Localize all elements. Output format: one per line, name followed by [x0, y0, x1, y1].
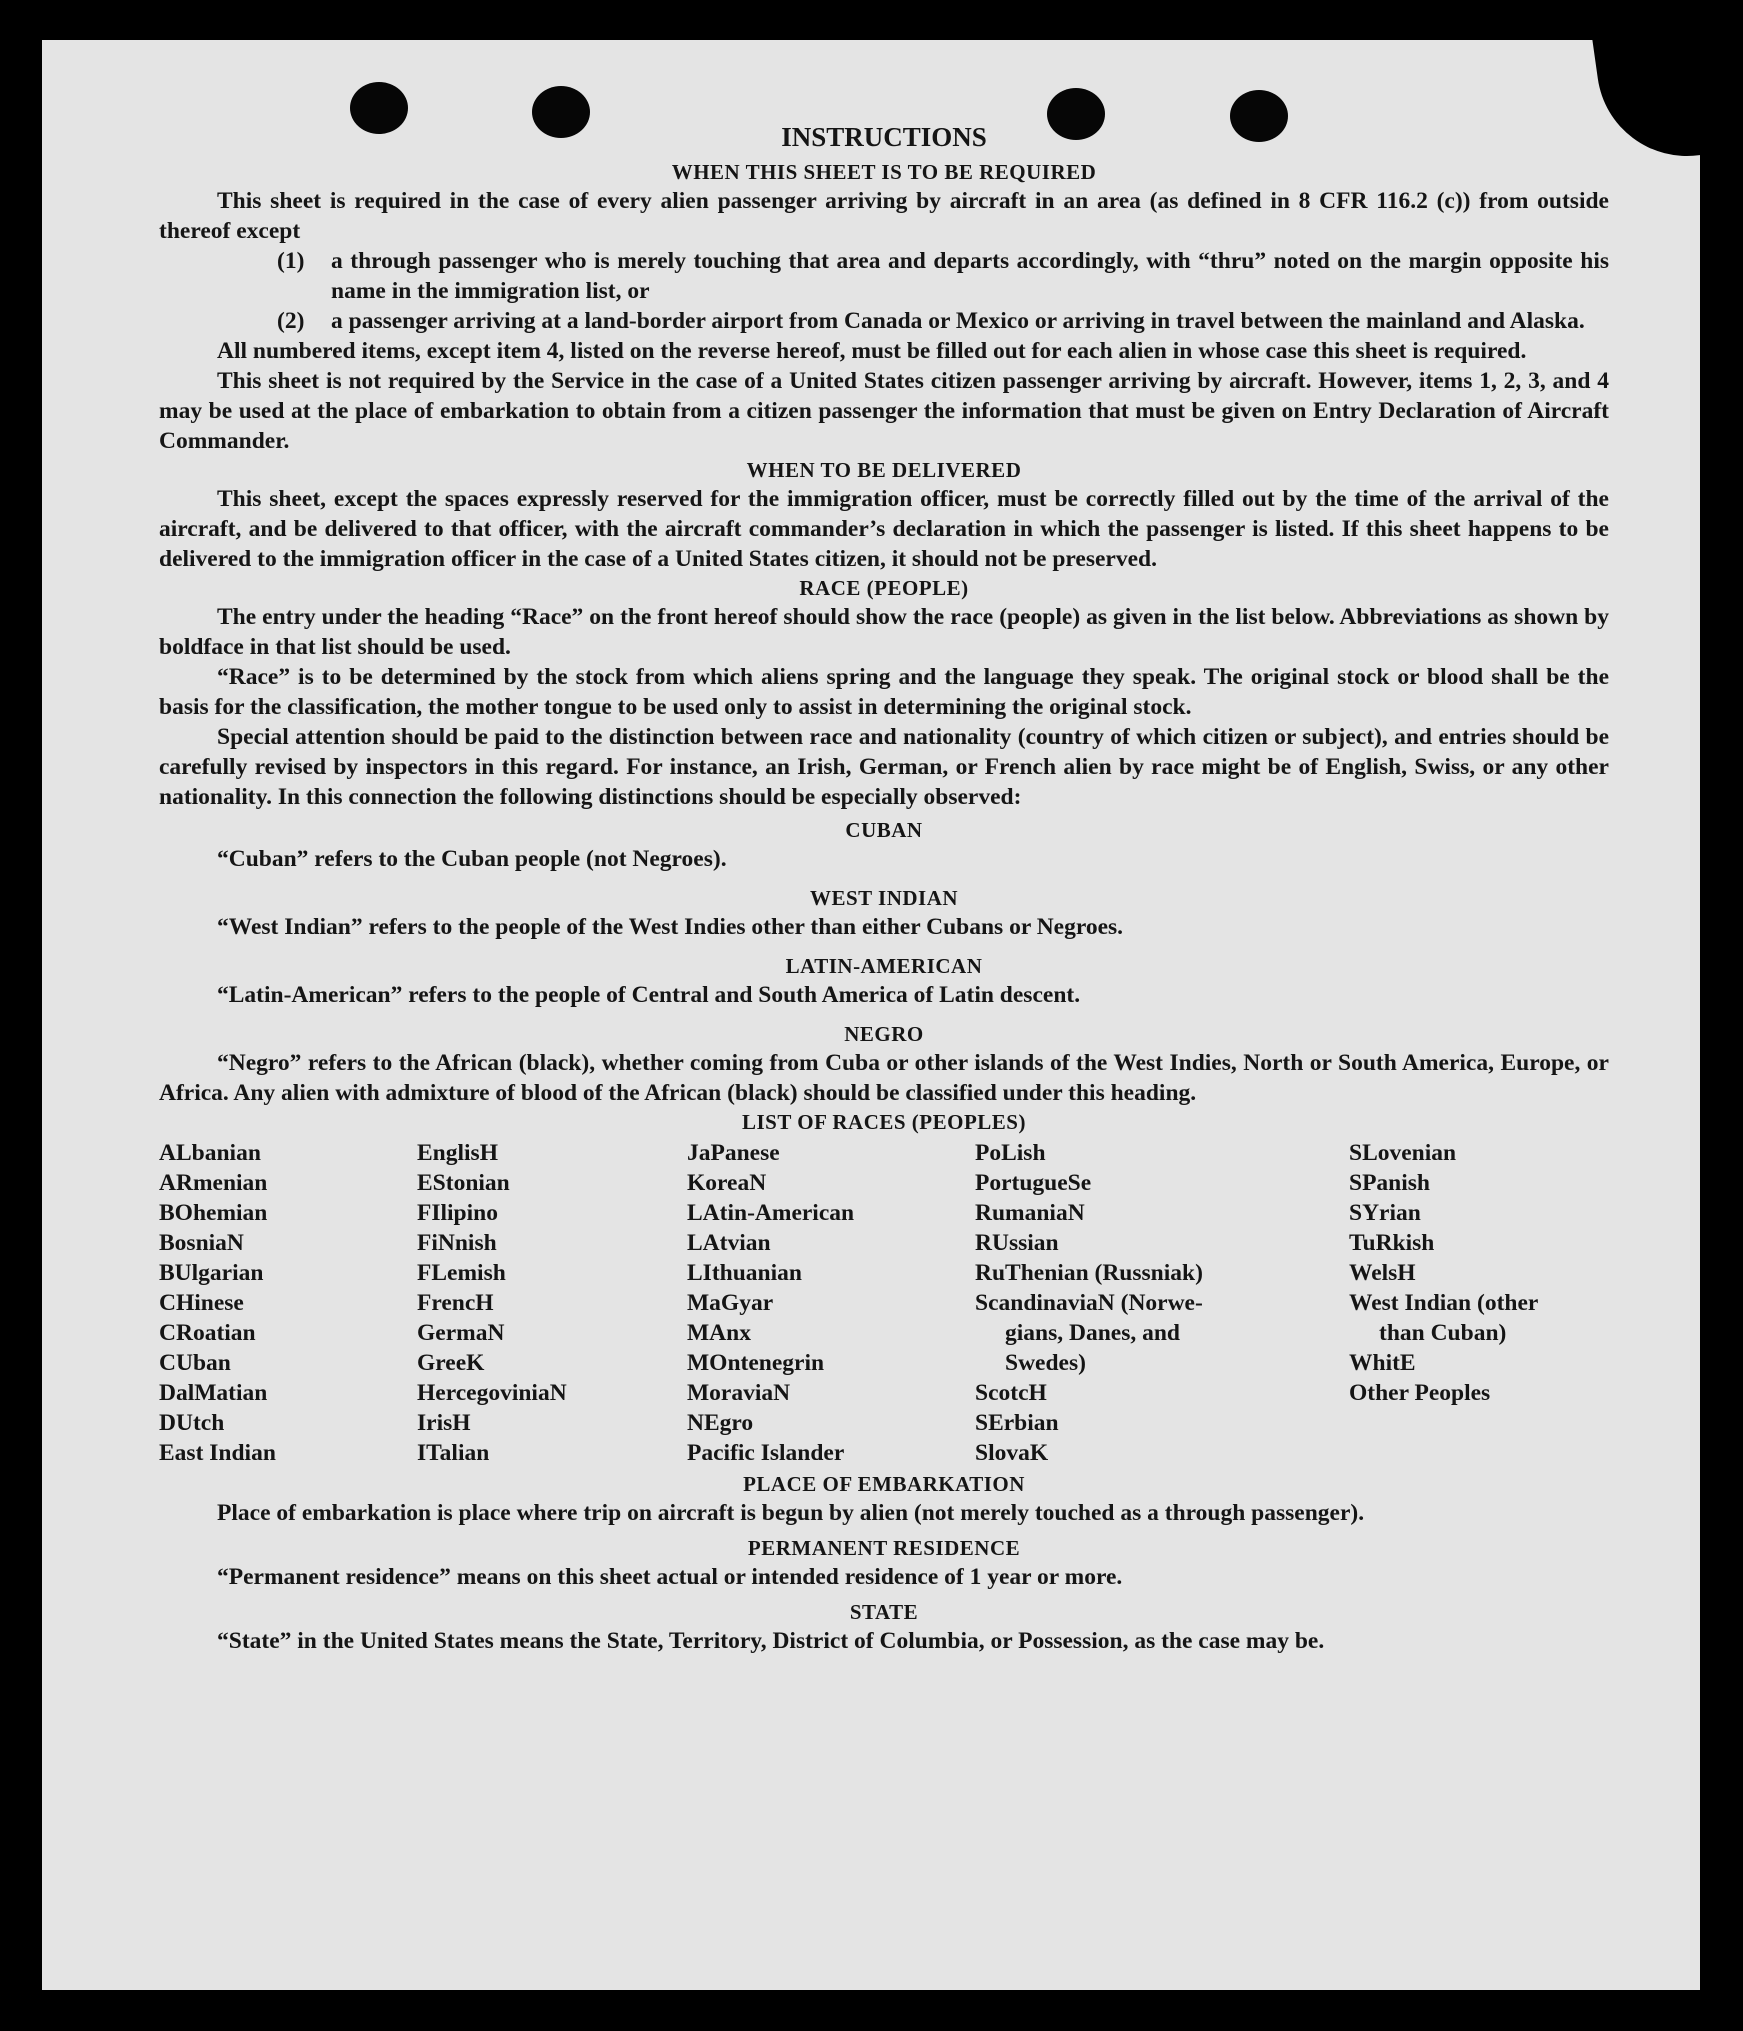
paragraph: Special attention should be paid to the distinction between race and nationality (country of which citizen or subject), and entries should be carefully revised by inspectors in this regard. For instance, an Irish, German, or French alien by race might be of English, Swiss, or any other nationality. In this connection the following distinctions should be especially observed: [159, 724, 1609, 810]
paragraph: “West Indian” refers to the people of the West Indies other than either Cubans or Negroes. [217, 914, 1124, 940]
race-entry: EnglisH [417, 1140, 498, 1166]
race-entry: SErbian [975, 1410, 1059, 1436]
section-heading: WHEN THIS SHEET IS TO BE REQUIRED [671, 160, 1097, 184]
race-entry: FIlipino [417, 1200, 498, 1226]
race-entry: JaPanese [687, 1140, 780, 1166]
race-entry: Pacific Islander [687, 1440, 845, 1466]
paragraph: All numbered items, except item 4, listed on the reverse hereof, must be filled out for each alien in whose case this sheet is required. [217, 338, 1527, 364]
section-heading: PERMANENT RESIDENCE [747, 1536, 1021, 1560]
section-heading: WHEN TO BE DELIVERED [746, 458, 1022, 482]
race-entry: EStonian [417, 1170, 510, 1196]
paragraph: “Latin-American” refers to the people of Central and South America of Latin descent. [217, 982, 1081, 1008]
race-entry: CUban [159, 1350, 231, 1376]
races-column [975, 1138, 1349, 1468]
race-entry: SPanish [1349, 1170, 1430, 1196]
race-entry: Other Peoples [1349, 1380, 1491, 1406]
race-entry: Swedes) [1005, 1350, 1086, 1376]
paragraph: “Permanent residence” means on this sheet actual or intended residence of 1 year or more. [217, 1564, 1123, 1590]
races-column [159, 1138, 417, 1468]
race-entry: East Indian [159, 1440, 276, 1466]
races-list [159, 1138, 1609, 1468]
race-entry: SlovaK [975, 1440, 1049, 1466]
race-entry: ScotcH [975, 1380, 1047, 1406]
race-entry: FiNnish [417, 1230, 497, 1256]
paragraph: This sheet, except the spaces expressly reserved for the immigration officer, must be correctly filled out by the time of the arrival of the aircraft, and be delivered to that officer, with the aircraft commander’s declaration in which the passenger is listed. If this sheet happens to be delivered to the immigration officer in the case of a United States citizen, it should not be preserved. [159, 486, 1609, 572]
race-entry: LIthuanian [687, 1260, 802, 1286]
section-heading: PLACE OF EMBARKATION [743, 1472, 1025, 1496]
race-entry: DUtch [159, 1410, 225, 1436]
race-entry: PoLish [975, 1140, 1046, 1166]
section-heading: LATIN-AMERICAN [785, 954, 983, 978]
race-entry: CHinese [159, 1290, 244, 1316]
race-entry: gians, Danes, and [1005, 1320, 1180, 1346]
race-entry: FrencH [417, 1290, 494, 1316]
paragraph: “Race” is to be determined by the stock from which aliens spring and the language they speak. The original stock or blood shall be the basis for the classification, the mother tongue to be used only to assist in determining the original stock. [159, 664, 1609, 720]
race-entry: LAtin-American [687, 1200, 855, 1226]
paragraph: The entry under the heading “Race” on the front hereof should show the race (people) as given in the list below. Abbreviations as shown by boldface in that list should be used. [159, 604, 1609, 660]
section-heading: LIST OF RACES (PEOPLES) [742, 1110, 1026, 1134]
paragraph: “Negro” refers to the African (black), whether coming from Cuba or other islands of the West Indies, North or South America, Europe, or Africa. Any alien with admixture of blood of the African (black) should be classified under this heading. [159, 1050, 1609, 1106]
race-entry: GreeK [417, 1350, 485, 1376]
paragraph: “Cuban” refers to the Cuban people (not Negroes). [217, 846, 727, 872]
races-column [687, 1138, 975, 1468]
race-entry: ALbanian [159, 1140, 261, 1166]
section-heading: WEST INDIAN [809, 886, 959, 910]
document-sheet [42, 40, 1700, 1990]
race-entry: SLovenian [1349, 1140, 1457, 1166]
race-entry: ScandinaviaN (Norwe- [975, 1290, 1203, 1316]
paragraph: “State” in the United States means the State, Territory, District of Columbia, or Possession, as the case may be. [217, 1628, 1325, 1654]
race-entry: DalMatian [159, 1380, 268, 1406]
section-heading: RACE (PEOPLE) [799, 576, 969, 600]
race-entry: HercegoviniaN [417, 1380, 567, 1406]
race-entry: MAnx [687, 1320, 751, 1346]
race-entry: West Indian (other [1349, 1290, 1539, 1316]
paragraph: This sheet is required in the case of every alien passenger arriving by aircraft in an area (as defined in 8 CFR 116.2 (c)) from outside thereof except [159, 188, 1609, 244]
races-column [417, 1138, 687, 1468]
race-entry: FLemish [417, 1260, 506, 1286]
list-item [277, 306, 1609, 336]
race-entry: MoraviaN [687, 1380, 791, 1406]
race-entry: GermaN [417, 1320, 505, 1346]
section-heading: NEGRO [844, 1022, 924, 1046]
race-entry: TuRkish [1349, 1230, 1435, 1256]
race-entry: PortugueSe [975, 1170, 1092, 1196]
race-entry: WelsH [1349, 1260, 1416, 1286]
list-item [277, 246, 1609, 306]
race-entry: SYrian [1349, 1200, 1421, 1226]
race-entry: CRoatian [159, 1320, 256, 1346]
race-entry: LAtvian [687, 1230, 771, 1256]
race-entry: KoreaN [687, 1170, 767, 1196]
page-title: INSTRUCTIONS [781, 122, 987, 152]
item-number: (2) [277, 308, 305, 334]
race-entry: BUlgarian [159, 1260, 264, 1286]
paragraph: Place of embarkation is place where trip on aircraft is begun by alien (not merely touched as a through passenger). [217, 1500, 1365, 1526]
race-entry: NEgro [687, 1410, 754, 1436]
race-entry: MOntenegrin [687, 1350, 825, 1376]
race-entry: WhitE [1349, 1350, 1416, 1376]
item-text: a passenger arriving at a land-border airport from Canada or Mexico or arriving in travel between the mainland and Alaska. [331, 308, 1585, 334]
races-column [1349, 1138, 1609, 1468]
item-number: (1) [277, 248, 305, 274]
race-entry: RUssian [975, 1230, 1059, 1256]
section-heading: CUBAN [845, 818, 923, 842]
section-heading: STATE [849, 1600, 919, 1624]
race-entry: ITalian [417, 1440, 490, 1466]
race-entry: than Cuban) [1379, 1320, 1507, 1346]
item-text: a through passenger who is merely touching that area and departs accordingly, with “thru” noted on the margin opposite his name in the immigration list, or [331, 248, 1609, 304]
instructions-body [159, 116, 1609, 1656]
race-entry: MaGyar [687, 1290, 774, 1316]
race-entry: IrisH [417, 1410, 471, 1436]
race-entry: RumaniaN [975, 1200, 1085, 1226]
race-entry: BOhemian [159, 1200, 268, 1226]
paragraph: This sheet is not required by the Service in the case of a United States citizen passenger arriving by aircraft. However, items 1, 2, 3, and 4 may be used at the place of embarkation to obtain from a citizen passenger the information that must be given on Entry Declaration of Aircraft Commander. [159, 368, 1609, 454]
race-entry: RuThenian (Russniak) [975, 1260, 1203, 1286]
race-entry: BosniaN [159, 1230, 244, 1256]
race-entry: ARmenian [159, 1170, 268, 1196]
